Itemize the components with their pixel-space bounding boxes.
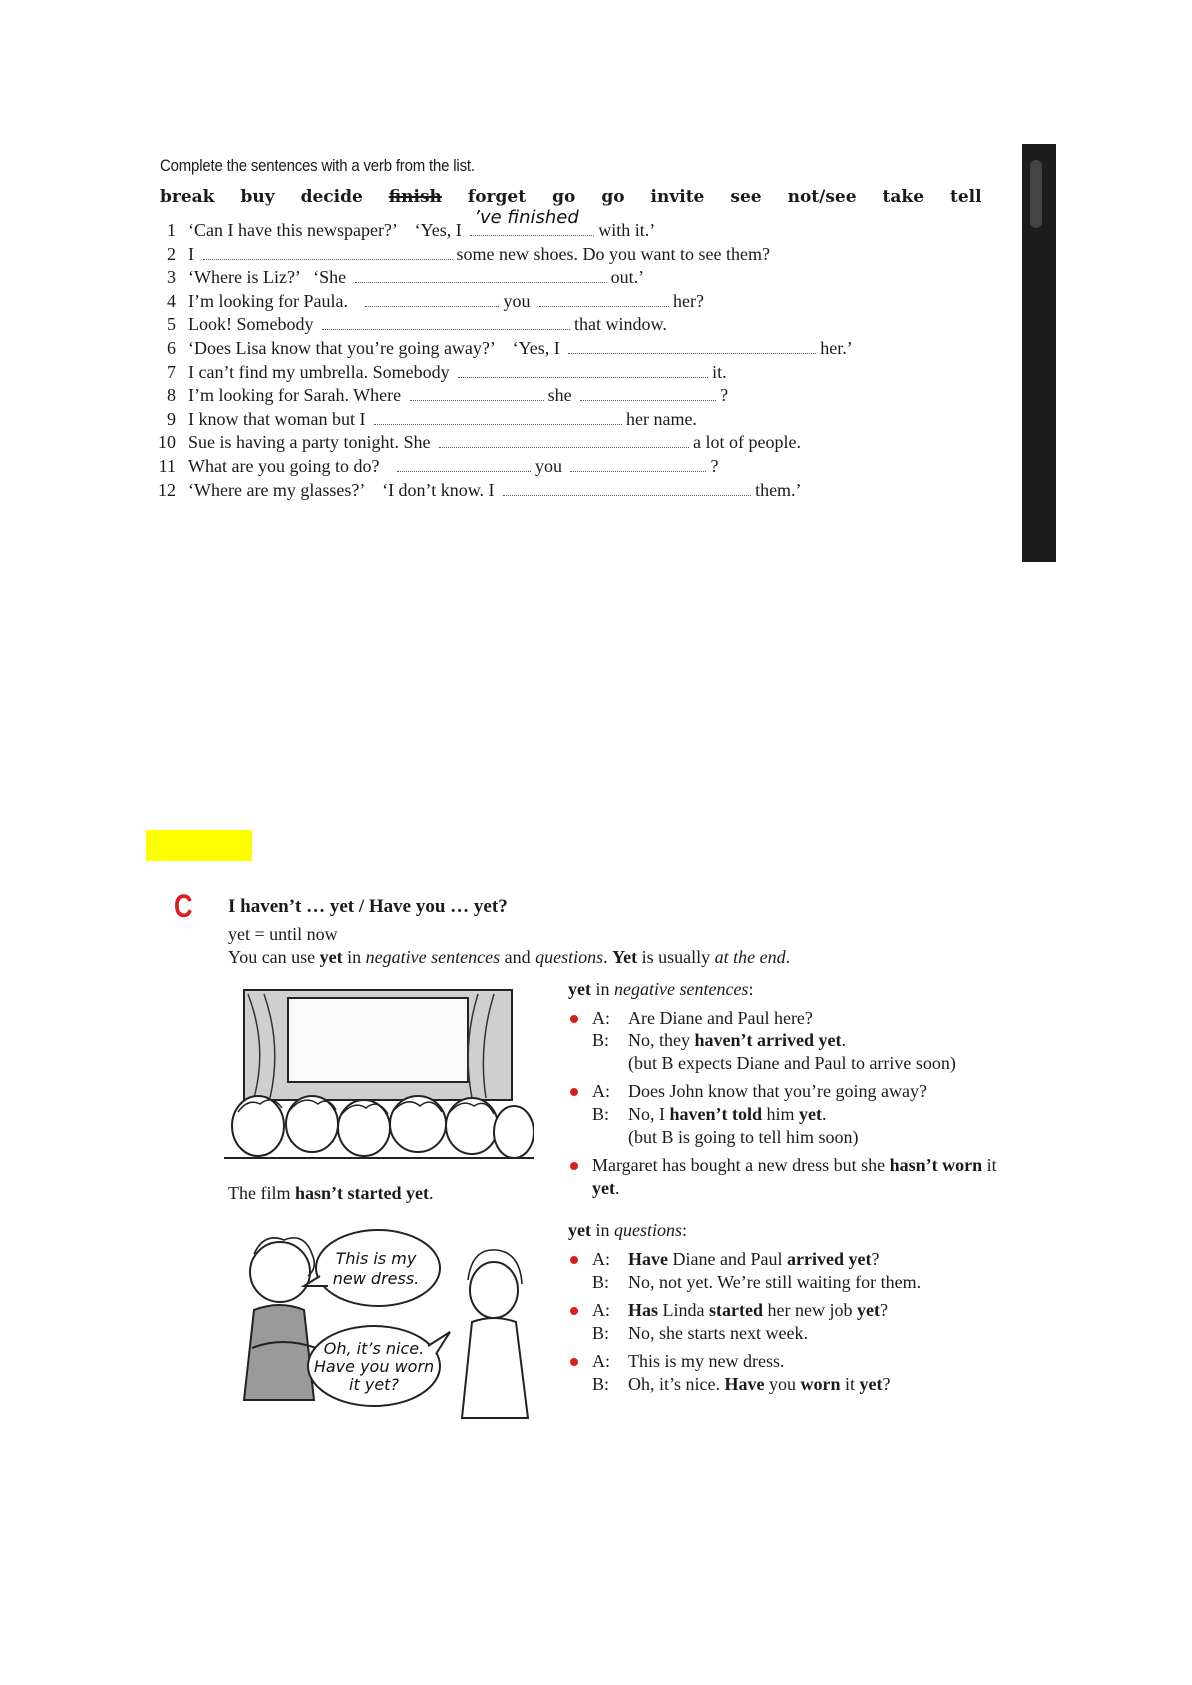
exercise-item bbox=[150, 456, 1010, 480]
item-number: 6 bbox=[167, 337, 176, 358]
item-text: ‘Where is Liz?’ ‘She bbox=[188, 267, 351, 288]
answer-blank[interactable] bbox=[458, 363, 708, 378]
bubble-text: Have you worn bbox=[313, 1357, 435, 1376]
verb: see bbox=[730, 187, 762, 207]
verb: not/see bbox=[787, 187, 857, 207]
verb: forget bbox=[467, 187, 527, 207]
exercise-panel bbox=[150, 140, 1020, 560]
cinema-illustration bbox=[224, 986, 534, 1172]
example-item: A: Does John know that you’re going away? B: No, I haven’t told him yet. (but B is going to tell him soon) bbox=[568, 1080, 1018, 1148]
highlight-strip bbox=[146, 830, 252, 861]
answer-blank[interactable] bbox=[203, 245, 453, 260]
example-item: Margaret has bought a new dress but she hasn’t worn it yet. bbox=[568, 1154, 1018, 1199]
item-text: Look! Somebody bbox=[188, 314, 318, 335]
dress-illustration bbox=[224, 1220, 534, 1420]
item-text: ‘Where are my glasses?’ ‘I don’t know. I bbox=[188, 479, 500, 500]
verb: decide bbox=[300, 187, 363, 207]
answer-blank[interactable] bbox=[470, 207, 594, 236]
example-item: A: Are Diane and Paul here? B: No, they haven’t arrived yet. (but B expects Diane and Paul to arrive soon) bbox=[568, 1007, 1018, 1075]
item-text: I’m looking for Sarah. Where bbox=[188, 385, 406, 406]
bullet-icon bbox=[570, 1015, 578, 1023]
item-text: ? bbox=[710, 455, 719, 476]
item-text: I can’t find my umbrella. Somebody bbox=[188, 361, 455, 382]
bubble-text: This is my bbox=[335, 1249, 417, 1268]
answer-blank[interactable] bbox=[580, 386, 716, 401]
examples-column bbox=[568, 978, 1018, 1396]
item-number: 8 bbox=[167, 385, 176, 406]
item-text: ‘Can I have this newspaper?’ ‘Yes, I bbox=[188, 220, 467, 240]
item-number: 3 bbox=[167, 267, 176, 288]
q-heading: yet in questions: bbox=[568, 1220, 688, 1241]
verb-list bbox=[160, 187, 982, 207]
item-text: some new shoes. Do you want to see them? bbox=[456, 243, 770, 264]
item-text: she bbox=[547, 385, 577, 406]
bubble-text: it yet? bbox=[349, 1375, 399, 1394]
item-text: you bbox=[503, 290, 535, 311]
answer-blank[interactable] bbox=[410, 386, 544, 401]
verb: take bbox=[882, 187, 925, 207]
item-number: 12 bbox=[158, 479, 176, 500]
item-text: a lot of people. bbox=[692, 432, 801, 453]
item-text: I bbox=[188, 243, 199, 264]
answer-blank[interactable] bbox=[397, 457, 531, 472]
bullet-icon bbox=[570, 1256, 578, 1264]
item-number: 1 bbox=[167, 220, 176, 240]
usage-note: You can use yet in negative sentences and questions. Yet is usually at the end. bbox=[228, 947, 791, 967]
verb-struck: finish bbox=[388, 187, 442, 207]
item-text: ‘Does Lisa know that you’re going away?’ ‘Yes, I bbox=[188, 337, 565, 358]
verb: go bbox=[601, 187, 625, 207]
item-number: 5 bbox=[167, 314, 176, 335]
item-number: 9 bbox=[167, 408, 176, 429]
bullet-icon bbox=[570, 1088, 578, 1096]
example-item: A: This is my new dress. B: Oh, it’s nice. Have you worn it yet? bbox=[568, 1350, 1018, 1395]
verb: invite bbox=[650, 187, 705, 207]
item-number: 2 bbox=[167, 243, 176, 264]
item-text: out.’ bbox=[610, 267, 645, 288]
exercise-item bbox=[150, 432, 1010, 456]
answer-blank[interactable] bbox=[374, 410, 622, 425]
neg-heading: yet in negative sentences: bbox=[568, 979, 754, 999]
bubble-text: Oh, it’s nice. bbox=[323, 1339, 425, 1358]
item-number: 7 bbox=[167, 361, 176, 382]
answer-blank[interactable] bbox=[503, 481, 751, 496]
exercise-item bbox=[150, 291, 1010, 315]
answer-blank[interactable] bbox=[322, 315, 570, 330]
example-item: A: Has Linda started her new job yet? B: No, she starts next week. bbox=[568, 1299, 1018, 1344]
exercise-instruction: Complete the sentences with a verb from the list. bbox=[160, 156, 475, 175]
exercise-items bbox=[150, 207, 1010, 503]
bubble-text: new dress. bbox=[332, 1269, 420, 1288]
exercise-item bbox=[150, 267, 1010, 291]
item-text: I’m looking for Paula. bbox=[188, 290, 362, 311]
verb: break bbox=[160, 187, 215, 207]
item-text: I know that woman but I bbox=[188, 408, 370, 429]
item-text: with it.’ bbox=[598, 220, 656, 240]
verb: tell bbox=[950, 187, 982, 207]
answer-blank[interactable] bbox=[439, 433, 689, 448]
item-number: 10 bbox=[158, 432, 176, 453]
grammar-section-c bbox=[160, 880, 1020, 1470]
item-text: her? bbox=[672, 290, 704, 311]
item-text: them.’ bbox=[755, 479, 802, 500]
section-title: I haven’t … yet / Have you … yet? bbox=[228, 896, 508, 917]
answer-blank[interactable] bbox=[355, 268, 607, 283]
exercise-item bbox=[150, 244, 1010, 268]
exercise-item bbox=[150, 362, 1010, 386]
definition: yet = until now bbox=[228, 924, 338, 944]
item-text: Sue is having a party tonight. She bbox=[188, 432, 435, 453]
exercise-item bbox=[150, 314, 1010, 338]
handwritten-answer: ’ve finished bbox=[474, 207, 579, 228]
answer-blank[interactable] bbox=[570, 457, 706, 472]
bullet-icon bbox=[570, 1358, 578, 1366]
item-text: that window. bbox=[574, 314, 667, 335]
film-caption: The film hasn’t started yet. bbox=[228, 1183, 434, 1203]
exercise-item bbox=[150, 409, 1010, 433]
item-text: ? bbox=[720, 385, 729, 406]
item-text: her name. bbox=[625, 408, 697, 429]
exercise-item bbox=[150, 338, 1010, 362]
bullet-icon bbox=[570, 1162, 578, 1170]
answer-blank[interactable] bbox=[539, 292, 669, 307]
section-letter: C bbox=[174, 888, 193, 924]
answer-blank[interactable] bbox=[365, 292, 499, 307]
item-text: her.’ bbox=[820, 337, 853, 358]
item-text: you bbox=[534, 455, 567, 476]
answer-blank[interactable] bbox=[568, 339, 816, 354]
bullet-icon bbox=[570, 1307, 578, 1315]
exercise-item bbox=[150, 480, 1010, 504]
verb: buy bbox=[240, 187, 275, 207]
verb: go bbox=[552, 187, 576, 207]
item-number: 4 bbox=[167, 290, 176, 311]
item-number: 11 bbox=[158, 455, 176, 476]
exercise-item bbox=[150, 385, 1010, 409]
exercise-item bbox=[150, 207, 1010, 244]
item-text: it. bbox=[712, 361, 727, 382]
item-text: What are you going to do? bbox=[188, 455, 393, 476]
example-item: A: Have Diane and Paul arrived yet? B: No, not yet. We’re still waiting for them. bbox=[568, 1248, 1018, 1293]
scrollbar-thumb[interactable] bbox=[1030, 160, 1042, 228]
